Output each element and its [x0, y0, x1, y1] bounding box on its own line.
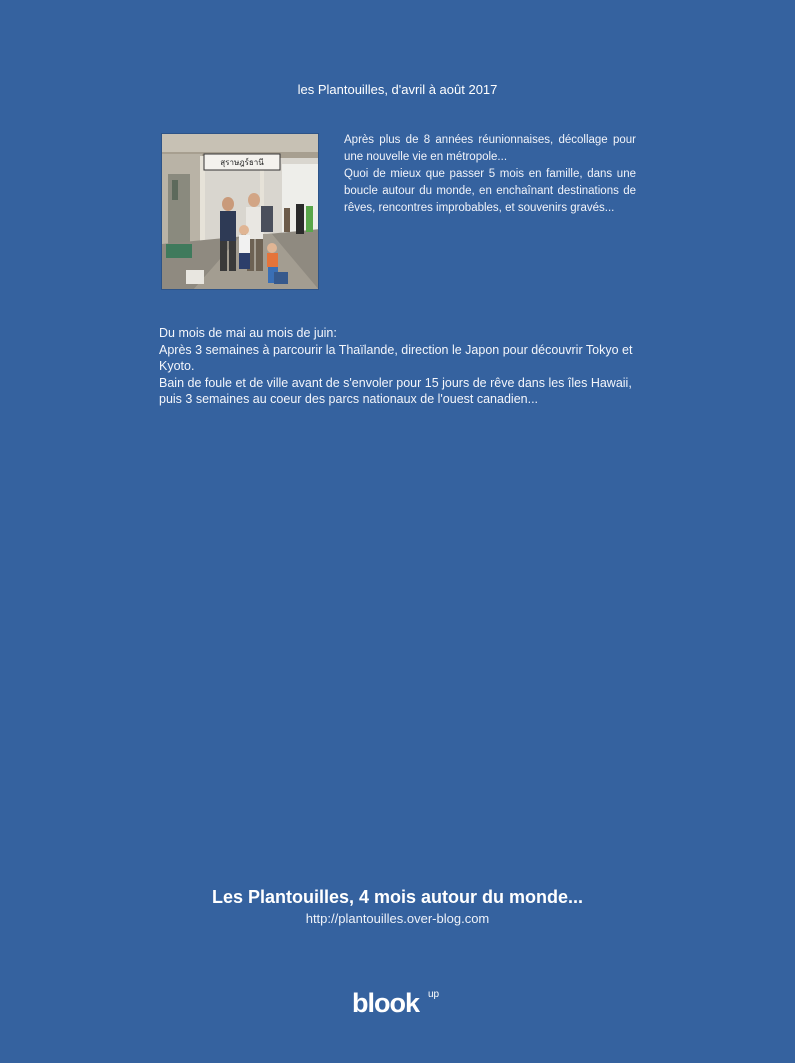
itinerary-text — [159, 325, 637, 408]
logo-superscript: up — [428, 989, 440, 1000]
intro-text — [344, 132, 636, 217]
station-sign: สุราษฎร์ธานี — [220, 158, 264, 167]
logo-word: blook — [352, 988, 419, 1018]
book-title: Les Plantouilles, 4 mois autour du monde... — [211, 887, 584, 907]
blog-url: http://plantouilles.over-blog.com — [305, 911, 490, 926]
itinerary-paragraph: Bain de foule et de ville avant de s'envoler pour 15 jours de rêve dans les îles Hawaii, puis 3 semaines au coeur des parcs nationaux de l'ouest canadien... — [159, 375, 632, 406]
intro-paragraph: Quoi de mieux que passer 5 mois en famille, dans une boucle autour du monde, en enchaînant destinations de rêves, rencontres improbables, et souvenirs gravés... — [344, 168, 636, 214]
itinerary-paragraph: Après 3 semaines à parcourir la Thaïlande, direction le Japon pour découvrir Tokyo et Kyoto. — [159, 342, 633, 373]
blookup-logo — [352, 988, 452, 1020]
cover-photo — [161, 133, 319, 290]
cover-subtitle: les Plantouilles, d'avril à août 2017 — [297, 82, 498, 97]
intro-paragraph: Après plus de 8 années réunionnaises, décollage pour une nouvelle vie en métropole... — [344, 134, 636, 163]
itinerary-heading: Du mois de mai au mois de juin: — [159, 326, 337, 340]
